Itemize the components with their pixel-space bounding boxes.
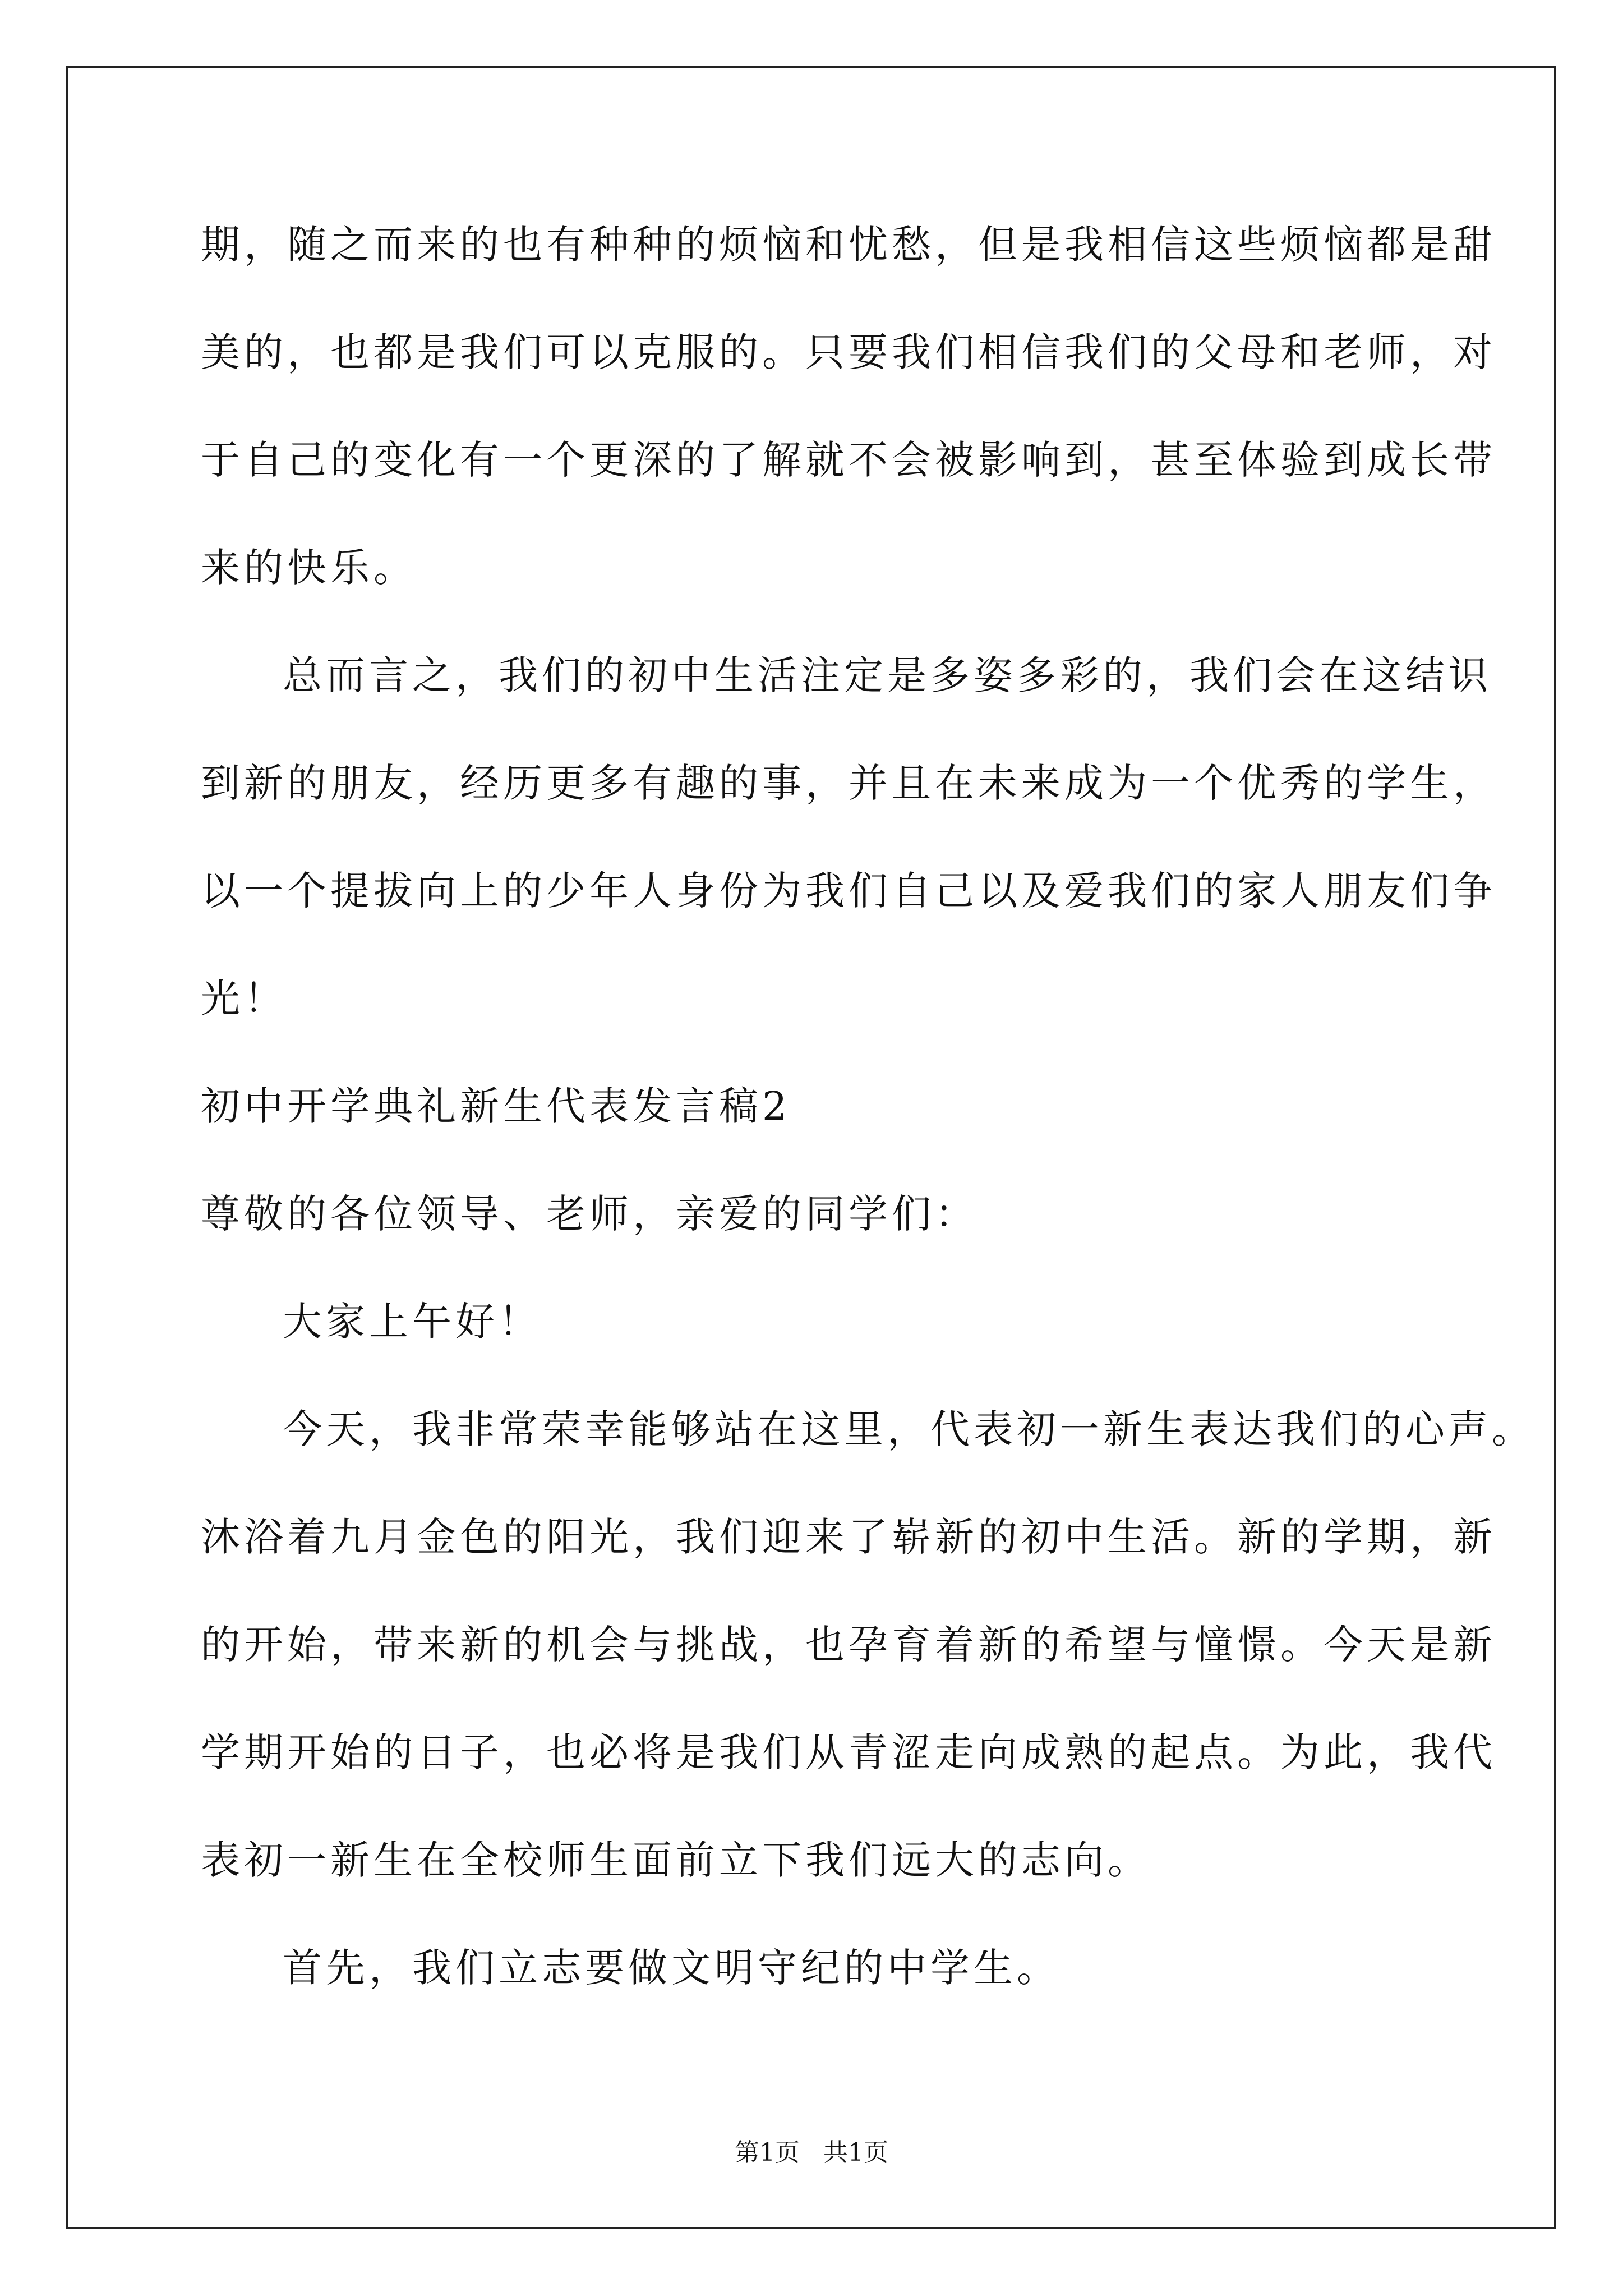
text-line: 于自己的变化有一个更深的了解就不会被影响到，甚至体验到成长带	[201, 437, 1496, 483]
text-line: 到新的朋友，经历更多有趣的事，并且在未来成为一个优秀的学生，	[201, 760, 1496, 806]
page-footer: 第1页 共1页	[735, 2138, 888, 2167]
text-line: 表初一新生在全校师生面前立下我们远大的志向。	[201, 1837, 1151, 1883]
greeting: 大家上午好！	[283, 1299, 542, 1345]
text-line: 沐浴着九月金色的阳光，我们迎来了崭新的初中生活。新的学期，新	[201, 1514, 1496, 1560]
text-line: 首先，我们立志要做文明守纪的中学生。	[283, 1945, 1060, 1991]
text-line: 来的快乐。	[201, 545, 417, 591]
text-line: 今天，我非常荣幸能够站在这里，代表初一新生表达我们的心声。	[283, 1406, 1535, 1452]
text-line: 以一个提拔向上的少年人身份为我们自己以及爱我们的家人朋友们争	[201, 868, 1496, 914]
text-line: 光！	[201, 976, 287, 1022]
page-border	[66, 66, 1556, 2229]
text-line: 期，随之而来的也有种种的烦恼和忧愁，但是我相信这些烦恼都是甜	[201, 222, 1496, 268]
text-line: 美的，也都是我们可以克服的。只要我们相信我们的父母和老师，对	[201, 329, 1496, 375]
section-title: 初中开学典礼新生代表发言稿2	[201, 1083, 791, 1129]
text-line: 的开始，带来新的机会与挑战，也孕育着新的希望与憧憬。今天是新	[201, 1622, 1496, 1668]
salutation: 尊敬的各位领导、老师，亲爱的同学们：	[201, 1191, 978, 1237]
text-line: 总而言之，我们的初中生活注定是多姿多彩的，我们会在这结识	[283, 652, 1492, 698]
text-line: 学期开始的日子，也必将是我们从青涩走向成熟的起点。为此，我代	[201, 1729, 1496, 1775]
